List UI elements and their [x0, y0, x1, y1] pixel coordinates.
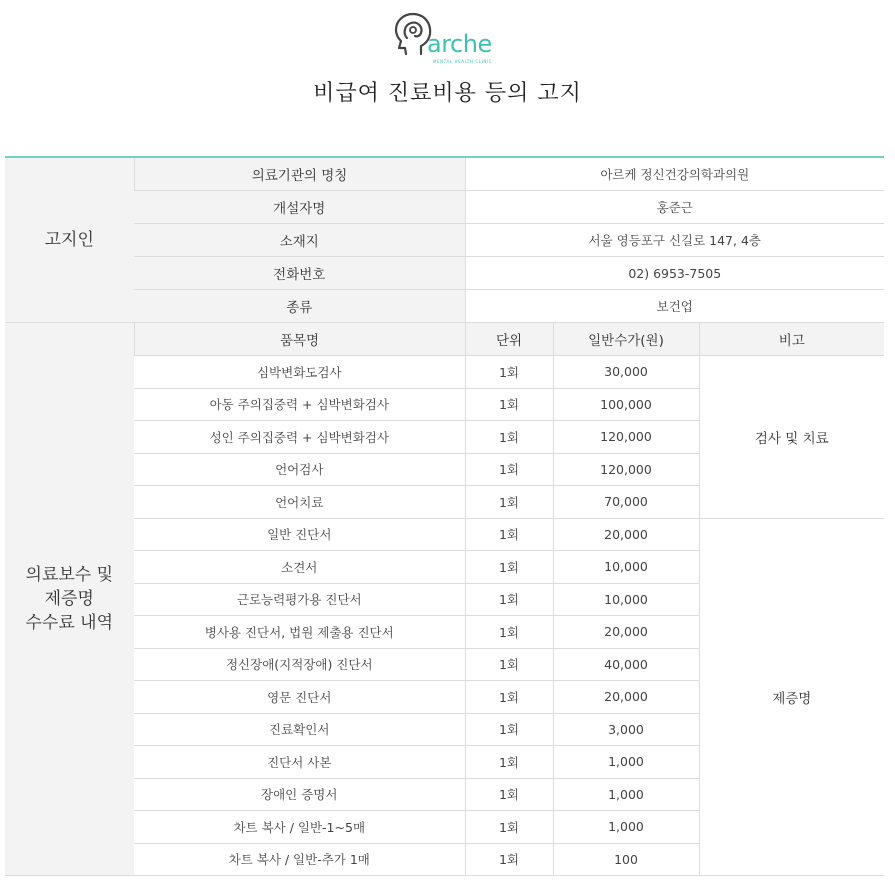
- fee-item: 차트 복사 / 일반-추가 1매: [134, 843, 465, 876]
- fee-item: 언어치료: [134, 486, 465, 519]
- column-header-unit: 단위: [465, 323, 553, 356]
- fee-header-row: [5, 323, 884, 356]
- fee-price: 1,000: [553, 746, 699, 779]
- fee-unit: 1회: [465, 518, 553, 551]
- fee-unit: 1회: [465, 583, 553, 616]
- fee-item: 영문 진단서: [134, 681, 465, 714]
- fee-unit: 1회: [465, 388, 553, 421]
- fee-price: 20,000: [553, 681, 699, 714]
- notifier-row-label: 종류: [134, 290, 465, 323]
- fee-price: 3,000: [553, 713, 699, 746]
- fee-price: 10,000: [553, 551, 699, 584]
- notifier-row: [5, 157, 884, 191]
- fee-item: 일반 진단서: [134, 518, 465, 551]
- fee-price: 70,000: [553, 486, 699, 519]
- fee-unit: 1회: [465, 778, 553, 811]
- fee-group-note: 검사 및 치료: [699, 356, 884, 519]
- fee-notice-table: [5, 156, 884, 876]
- column-header-price: 일반수가(원): [553, 323, 699, 356]
- fee-unit: 1회: [465, 616, 553, 649]
- notifier-row-label: 전화번호: [134, 257, 465, 290]
- fee-unit: 1회: [465, 551, 553, 584]
- notifier-row-label: 소재지: [134, 224, 465, 257]
- fee-price: 40,000: [553, 648, 699, 681]
- fee-item: 성인 주의집중력 + 심박변화검사: [134, 421, 465, 454]
- fee-item: 병사용 진단서, 법원 제출용 진단서: [134, 616, 465, 649]
- fee-unit: 1회: [465, 486, 553, 519]
- fee-unit: 1회: [465, 713, 553, 746]
- fee-price: 10,000: [553, 583, 699, 616]
- logo-wordmark: arche: [427, 30, 492, 58]
- fee-section-label-line: 수수료 내역: [25, 613, 113, 633]
- fee-price: 20,000: [553, 616, 699, 649]
- fee-row: [5, 356, 884, 389]
- notifier-row-value: 서울 영등포구 신길로 147, 4층: [465, 224, 884, 257]
- column-header-item: 품목명: [134, 323, 465, 356]
- fee-row: [5, 518, 884, 551]
- fee-item: 정신장애(지적장애) 진단서: [134, 648, 465, 681]
- notifier-row-label: 개설자명: [134, 191, 465, 224]
- fee-group-note: 제증명: [699, 518, 884, 876]
- notifier-row: [5, 224, 884, 257]
- fee-unit: 1회: [465, 843, 553, 876]
- column-header-note: 비고: [699, 323, 884, 356]
- fee-unit: 1회: [465, 811, 553, 844]
- notifier-row-value: 아르케 정신건강의학과의원: [465, 157, 884, 191]
- fee-unit: 1회: [465, 746, 553, 779]
- fee-unit: 1회: [465, 681, 553, 714]
- notifier-section-label: 고지인: [5, 157, 134, 323]
- fee-price: 1,000: [553, 778, 699, 811]
- fee-unit: 1회: [465, 648, 553, 681]
- notifier-row: [5, 191, 884, 224]
- fee-item: 소견서: [134, 551, 465, 584]
- fee-unit: 1회: [465, 421, 553, 454]
- fee-item: 진료확인서: [134, 713, 465, 746]
- page-title: 비급여 진료비용 등의 고지: [313, 81, 582, 106]
- fee-price: 120,000: [553, 453, 699, 486]
- fee-section-label-line: 의료보수 및: [25, 565, 113, 585]
- notifier-row-value: 홍준근: [465, 191, 884, 224]
- fee-item: 아동 주의집중력 + 심박변화검사: [134, 388, 465, 421]
- fee-price: 20,000: [553, 518, 699, 551]
- notifier-row: [5, 290, 884, 323]
- fee-price: 30,000: [553, 356, 699, 389]
- notifier-row: [5, 257, 884, 290]
- fee-price: 100,000: [553, 388, 699, 421]
- fee-item: 진단서 사본: [134, 746, 465, 779]
- clinic-logo[interactable]: [393, 10, 503, 65]
- fee-item: 언어검사: [134, 453, 465, 486]
- fee-item: 차트 복사 / 일반-1~5매: [134, 811, 465, 844]
- fee-section-label-line: 제증명: [44, 589, 94, 609]
- fee-price: 100: [553, 843, 699, 876]
- notifier-row-label: 의료기관의 명칭: [134, 157, 465, 191]
- fee-item: 장애인 증명서: [134, 778, 465, 811]
- fee-unit: 1회: [465, 356, 553, 389]
- notifier-row-value: 보건업: [465, 290, 884, 323]
- fee-section-label: [5, 323, 134, 876]
- logo-tagline: MENTAL HEALTH CLINIC: [433, 59, 493, 64]
- fee-unit: 1회: [465, 453, 553, 486]
- fee-price: 120,000: [553, 421, 699, 454]
- fee-item: 심박변화도검사: [134, 356, 465, 389]
- fee-price: 1,000: [553, 811, 699, 844]
- notifier-row-value: 02) 6953-7505: [465, 257, 884, 290]
- fee-item: 근로능력평가용 진단서: [134, 583, 465, 616]
